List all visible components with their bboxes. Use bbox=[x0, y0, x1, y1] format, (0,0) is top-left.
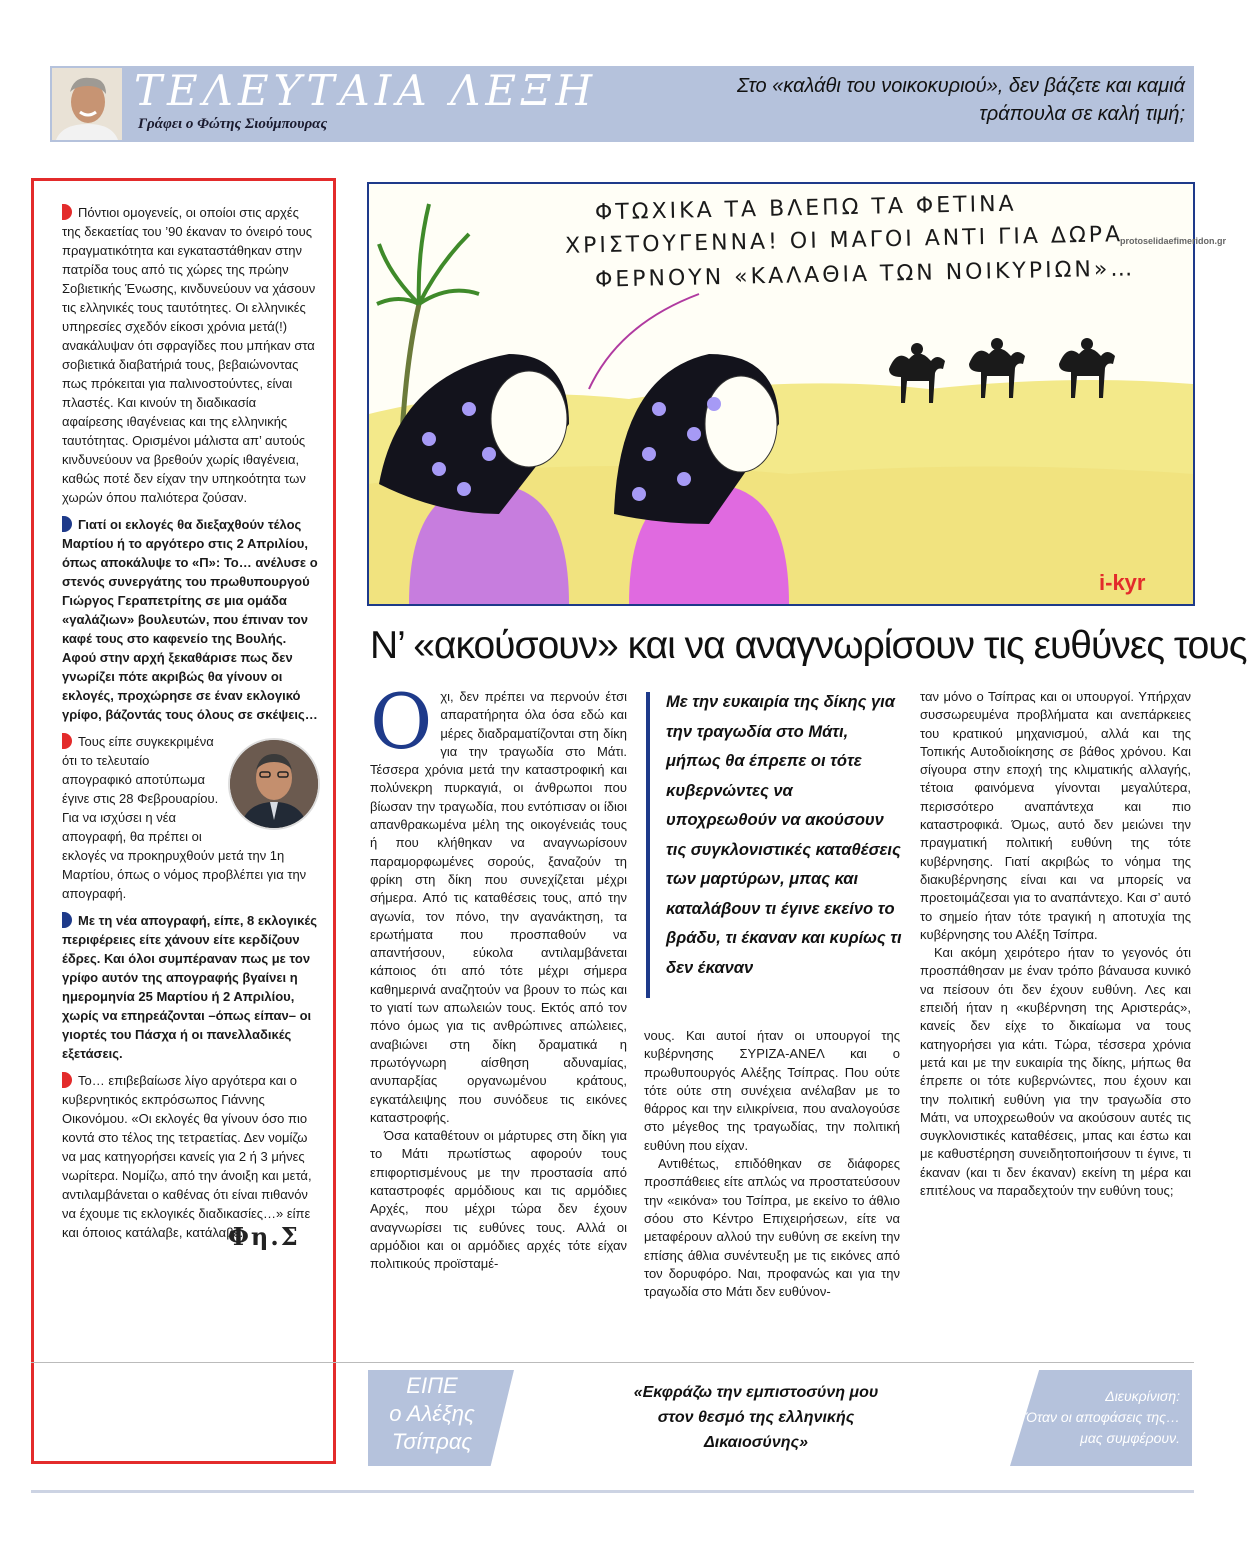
article-column-2 bbox=[644, 1027, 900, 1301]
sidebar-signature: Φη.Σ bbox=[228, 1222, 300, 1251]
sidebar-item: Με τη νέα απογραφή, είπε, 8 εκλογικές περιφέρειες είτε χάνουν είτε κερδίζουν έδρες. Και όλοι συμπέραναν πως με τον γρίφο αυτόν της απογραφής βγαίνει η ημερομηνία 25 Μαρτίου ή 2 Απριλίου, χωρίς να επηρεάζονται –όπως είπαν– οι γιορτές του Πάσχα ή οι πανελλαδικές εξετάσεις. bbox=[62, 913, 318, 1061]
drop-cap: Ο bbox=[370, 677, 433, 766]
pull-quote-text: Με την ευκαιρία της δίκης για την τραγωδία στο Μάτι, μήπως θα έπρεπε οι τότε κυβερνώντες να υποχρεωθούν να ακούσουν τις συγκλονιστικές καταθέσεις των μαρτύρων, μπας και καταλάβουν τι έγινε εκείνο το βράδυ, τι έκαναν και κυρίως τι δεν έκαναν bbox=[666, 693, 902, 977]
blue-bullet-icon bbox=[62, 516, 72, 532]
cartoon-caption-line: ΦΕΡΝΟΥΝ «ΚΑΛΑΘΙΑ ΤΩΝ ΝΟΙΚΥΡΙΩΝ»… bbox=[594, 256, 1136, 293]
article-paragraph: ταν μόνο ο Τσίπρας και οι υπουργοί. Υπήρχαν συσσωρευμένα προβλήματα και ανεπάρκειες του κρατικού μηχανισμού, αλλά και της Τοπικής Αυτοδιοίκησης σε βάθος χρόνου. Και σίγουρα στην εποχή της κλιματικής αλλαγής, τέτοια φαινόμενα γίνονται μεγαλύτερα, περισσότερο αναπάντεχα και πιο καταστροφικά. Όμως, αυτό δεν μειώνει την πραγματική πολιτική ευθύνη της τότε κυβέρνησης. Γιατί ακριβώς το νόημα της διακυβέρνησης είναι και να μπορείς να προετοιμάζεσαι για το αναπάντεχο. Και σ’ αυτό το σημείο ήταν τότε τραγική η αποτυχία της κυβέρνησης του Αλέξη Τσίπρα. bbox=[920, 689, 1191, 942]
sidebar-item: Το… επιβεβαίωσε λίγο αργότερα και ο κυβερνητικός εκπρόσωπος Γιάννης Οικονόμου. «Οι εκλογές θα γίνουν όσο πιο κοντά στο τέλος της τετραετίας. Δεν νομίζω να μας κατηγορήσει κανείς για 2 ή 3 μήνες νωρίτερα. Νομίζω, από την άνοιξη και μετά, αντιλαμβάνεται ο καθένας ότι είναι πιθανόν να έχουμε τις εκλογικές διαδικασίες…» είπε και όποιος κατάλαβε, κατάλαβε. bbox=[62, 1073, 312, 1240]
author-photo bbox=[52, 68, 122, 140]
article-column-3 bbox=[920, 688, 1191, 1200]
sidebar-item: Τους είπε συγκεκριμένα ότι το τελευταίο απογραφικό αποτύπωμα έγινε στις 28 Φεβρουαρίου. Για να ισχύσει η νέα απογραφή, θα πρέπει οι εκλογές να προκηρυχθούν μετά την 1η Μαρτίου, όπως ο νόμος προβλέπει για την απογραφή. bbox=[62, 732, 320, 903]
article-paragraph: Όσα καταθέτουν οι μάρτυρες στη δίκη για το Μάτι πρωτίστως αφορούν τους επιφορτισμένους με την προστασία από καταστροφές αρμόδιους και τις αρμόδιες Αρχές, που μέχρι τώρα δεν έχουν αναγνωρίσει τις ευθύνες τους. Αλλά οι αρμόδιοι και οι αρμόδιες αρχές τότε είχαν πολιτικούς προϊσταμέ- bbox=[370, 1128, 627, 1272]
editorial-cartoon bbox=[367, 182, 1195, 606]
author-byline: Γράφει ο Φώτης Σιούμπουρας bbox=[138, 116, 328, 132]
politician-portrait bbox=[228, 738, 320, 830]
cartoon-caption-line: ΧΡΙΣΤΟΥΓΕΝΝΑ! ΟΙ ΜΑΓΟΙ ΑΝΤΙ ΓΙΑ ΔΩΡΑ bbox=[564, 222, 1124, 259]
article-paragraph: Και ακόμη χειρότερο ήταν το γεγονός ότι προσπάθησαν με έναν τρόπο βάναυσα κυνικό να πείσουν ότι δεν έχουν ευθύνη. Λες και επειδή ήταν η «κυβέρνηση της Αριστεράς», κανείς δεν είχε το δικαίωμα να τους κατηγορήσει για κάτι. Τώρα, τέσσερα χρόνια μετά και με την ευκαιρία της δίκης, μήπως θα έπρεπε οι τότε κυβερνώντες, που έχουν και την πολιτική ευθύνη για την τραγωδία στο Μάτι, να υποχρεωθούν να ακούσουν αυτές τις συγκλονιστικές καταθέσεις, μπας και έστω και με καθυστέρηση συνειδητοποιήσουν τι έγινε, τι έκαναν (και τι δεν έκαναν) εκείνη τη μέρα και επιτέλους να παραδεχτούν την ευθύνη τους; bbox=[920, 945, 1191, 1199]
bottom-rule bbox=[31, 1490, 1194, 1493]
cartoon-artist-signature: i-kyr bbox=[1099, 570, 1146, 595]
cartoon-caption-line: ΦΤΩΧΙΚΑ ΤΑ ΒΛΕΠΩ ΤΑ ΦΕΤΙΝΑ bbox=[594, 191, 1017, 226]
header-teaser: Στο «καλάθι του νοικοκυριού», δεν βάζετε και καμιά τράπουλα σε καλή τιμή; bbox=[737, 75, 1185, 125]
article-paragraph: νους. Και αυτοί ήταν οι υπουργοί της κυβέρνησης ΣΥΡΙΖΑ-ΑΝΕΛ και ο πρωθυπουργός Αλέξης Τσίπρας. Που ούτε τότε ούτε στη συνέχεια ανέλαβαν με το θάρρος και την ειλικρίνεια, που αναλογούσε στο μέγεθος της τραγωδίας, την πολιτική ευθύνη που είχαν. bbox=[644, 1028, 900, 1153]
pull-quote bbox=[646, 688, 902, 1006]
clarification-text: Διευκρίνιση: Όταν οι αποφάσεις της… μας συμφέρουν. bbox=[1025, 1388, 1180, 1446]
quote-text: «Εκφράζω την εμπιστοσύνη μου στον θεσμό της ελληνικής Δικαιοσύνης» bbox=[633, 1384, 879, 1451]
divider bbox=[31, 1362, 1194, 1363]
site-watermark: protoselidaefimeridon.gr bbox=[1120, 236, 1227, 246]
red-bullet-icon bbox=[62, 733, 72, 749]
red-bullet-icon bbox=[62, 204, 72, 220]
article-headline: Ν’ «ακούσουν» και να αναγνωρίσουν τις ευθύνες τους bbox=[370, 624, 1247, 667]
sidebar-item: Γιατί οι εκλογές θα διεξαχθούν τέλος Μαρτίου ή το αργότερο στις 2 Απριλίου, όπως αποκάλυψε το «Π»: Το… ανέλυσε ο στενός συνεργάτης του πρωθυπουργού Γιώργος Γεραπετρίτης σε μια ομάδα «γαλάζιων» βουλευτών, που έπιναν τον καφέ τους στο καφενείο της Βουλής. Αφού στην αρχή ξεκαθάρισε πως δεν γνωρίζει πότε ακριβώς θα γίνουν οι εκλογές, προχώρησε σε έναν εκλογικό γρίφο, βάζοντάς τους όλους σε σκέψεις… bbox=[62, 517, 318, 722]
article-paragraph: Αντιθέτως, επιδόθηκαν σε διάφορες προσπάθειες είτε απλώς να προστατεύσουν την «εικόνα» του Τσίπρα, με εκείνο το άθλιο σόου στο Κέντρο Επιχειρήσεων, είτε να μεταφέρουν αλλού την ευθύνη σε εκείνη την επίσης άθλια συνέντευξη με τις εικόνες από τον δορυφόρο. Ναι, προφανώς και για την τραγωδία στο Μάτι δεν ευθύνον- bbox=[644, 1156, 900, 1300]
red-bullet-icon bbox=[62, 1072, 72, 1088]
blue-bullet-icon bbox=[62, 912, 72, 928]
article-column-1: Οχι, δεν πρέπει να περνούν έτσι απαρατήρητα όλα όσα εδώ και μέρες διαδραματίζονται στη δίκη για την τραγωδία στο Μάτι. Τέσσερα χρόνια μετά την καταστροφική και πολύνεκρη πυρκαγιά, οι άνθρωποι που βίωσαν την τραγωδία, που εντόπισαν οι ίδιοι απανθρακωμένα μέλη της οικογένειάς τους ή που κλήθηκαν να αναγνωρίσουν παραμορφωμένες σορούς, ξαναζούν τη φρίκη στη δίκη που συνεχίζεται μέχρι σήμερα. Από τις καταθέσεις τους, από την αγωνία, τον πόνο, την αγανάκτηση, τα ερωτήματα που προσπαθούν να απαντήσουν, εύκολα αντιλαμβάνεται κάποιος ότι από τότε μέχρι σήμερα καθημερινά αναζητούν να βρουν το πώς και το γιατί των απωλειών τους. Εκτός από τον πόνο όμως για τις ανθρώπινες απώλειες, αναβιώνει στη δίκη δραματικά η πρωτόγνωρη αίσθηση αδυναμίας, ανυπαρξίας οργανωμένου κράτους, εγκατάλειψης που συνόδευε τις εικόνες καταστροφής. Όσα καταθέτουν οι μάρτυρες στη δίκη για το Μάτι πρωτίστως αφορούν τους επιφορτισμένους με την προστασία από καταστροφές αρμόδιους και τις αρμόδιες Αρχές, που μέχρι τώρα δεν έχουν αναγνωρίσει τις ευθύνες τους. Αλλά οι αρμόδιοι και οι αρμόδιες αρχές τότε είχαν πολιτικούς προϊσταμέ- bbox=[370, 688, 627, 1372]
said-box-text: ΕΙΠΕ ο Αλέξης Τσίπρας bbox=[389, 1373, 475, 1454]
gossip-sidebar bbox=[31, 178, 336, 1464]
pull-quote-bar bbox=[646, 692, 650, 998]
column-title: ΤΕΛΕΥΤΑΙΑ ΛΕΞΗ bbox=[134, 66, 598, 115]
sidebar-item: Πόντιοι ομογενείς, οι οποίοι στις αρχές της δεκαετίας του ’90 έκαναν το όνειρό τους πραγματικότητα και εγκαταστάθηκαν στην πατρίδα τους από τις χώρες της πρώην Σοβιετικής Ένωσης, κινδυνεύουν να χάσουν τις ελληνικές τους ταυτότητες. Οι ελληνικές υπηρεσίες σχεδόν είκοσι χρόνια μετά(!) ανακάλυψαν ότι σφραγίδες που μπήκαν στα σοβιετικά διαβατήριά τους, βεβαιώνοντας πως πρόκειται για παλινοστούντες, είναι πλαστές. Και κινούν τη διαδικασία αφαίρεσης ιθαγένειας και της ελληνικής ταυτότητας. Ορισμένοι μάλιστα απ’ αυτούς κινδυνεύουν να βρεθούν χωρίς ιθαγένεια, καθώς ποτέ δεν είχαν την υπηκοότητα των χωρών όπου παλιότερα ζούσαν. bbox=[62, 205, 316, 505]
